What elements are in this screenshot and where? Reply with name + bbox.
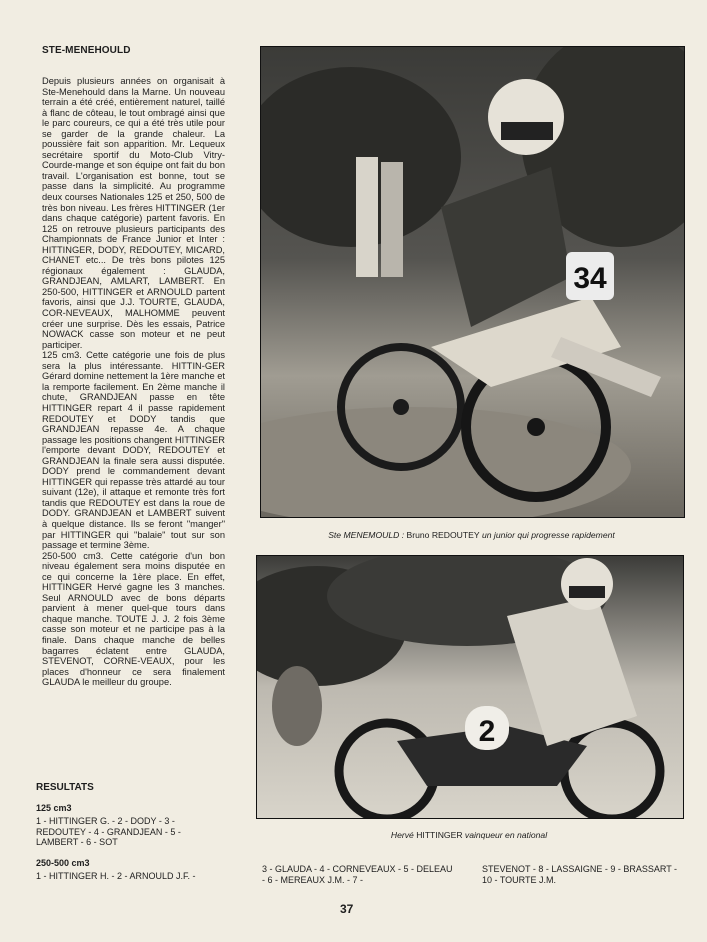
page-number: 37: [340, 902, 354, 916]
motocross-rider-photo: [261, 47, 684, 517]
results-category-250-500: 250-500 cm3: [36, 858, 90, 868]
results-125-list: 1 - HITTINGER G. - 2 - DODY - 3 - REDOUTEY - 4 - GRANDJEAN - 5 - LAMBERT - 6 - SOT: [36, 816, 181, 847]
caption-rider-name: Bruno REDOUTEY: [406, 530, 480, 540]
caption-place: Ste MENEMOULD :: [328, 530, 405, 540]
caption-description: un junior qui progresse rapidement: [481, 530, 615, 540]
results-250-500-part3: STEVENOT - 8 - LASSAIGNE - 9 - BRASSART - 10 - TOURTE J.M.: [482, 864, 678, 885]
results-250-500-part2: 3 - GLAUDA - 4 - CORNEVEAUX - 5 - DELEAU - 6 - MEREAUX J.M. - 7 -: [262, 864, 453, 885]
photo-caption-bottom: [256, 830, 682, 840]
caption-winner-description: vainqueur en national: [464, 830, 548, 840]
bike-number-plate: 34: [573, 262, 607, 295]
results-250-500-part1: 1 - HITTINGER H. - 2 - ARNOULD J.F. -: [36, 871, 196, 881]
motocross-winner-photo: [257, 556, 683, 818]
caption-winner-name: HITTINGER: [416, 830, 463, 840]
photo-caption-top: [260, 530, 683, 540]
photo-redoutey: [260, 46, 685, 518]
article-body: Depuis plusieurs années on organisait à Ste-Menehould dans la Marne. Un nouveau terrain a été créé, entièrement naturel, taillé à flanc de côteau, le tout ombragé ainsi que le parc coureurs, ce qui a été très utile pour se garder de la grande chaleur. La poussière fait son apparition. Mr. Lequeux secrétaire sportif du Moto-Club Vitry-Courde-mange et son équipe ont fait du bon travail. L'organisation est bonne, tout se passe dans la simplicité. Au programme deux courses Nationales 125 et 250, 500 de très bon niveau. Les frères HITTINGER (1er dans chaque catégorie) partent favoris. En 125 on retrouve plusieurs participants des Championnats de France Junior et Inter : HITTINGER, DODY, REDOUTEY, MICARD, CHANET etc... De très bons pilotes 125 régionaux également : GLAUDA, GRANDJEAN, AMLART, LAMBERT. En 250-500, HITTINGER et ARNOULD partent favoris, ainsi que J.J. TOURTE, GLAUDA, COR-NEVEAUX, MALHOMME peuvent créer une surprise. Dès les essais, Patrice NOWACK casse son moteur et ne peut participer. 125 cm3. Cette catégorie une fois de plus sera la plus intéressante. HITTIN-GER Gérard domine nettement la 1ère manche et la remporte facilement. En 2ème manche il chute, GRANDJEAN passe en tête HITTINGER repart 4 il passe rapidement REDOUTEY et DODY tandis que GRANDJEAN repasse 4e. A chaque passage les positions changent HITTINGER l'emporte devant DODY, REDOUTEY et GRANDJEAN la finale sera aussi disputée. DODY prend le commandement devant HITTINGER qui repasse très attardé au tour suivant (12e), il attaque et remonte très fort tandis que REDOUTEY est dans la roue de DODY. GRANDJEAN et LAMBERT suivent à quelque distance. Ils se feront "manger" par HITTINGER qui "balaie" tout sur son passage et termine 3ème. 250-500 cm3. Cette catégorie d'un bon niveau également sera moins disputée en ce qui concerne la 1ère place. En effet, HITTINGER Hervé gagne les 3 manches. Seul ARNOULD avec de bons départs parvient à mener quel-que tours dans chaque manche. TOUTE J. J. 2 fois 3ème casse son moteur et ne participe pas à la finale. Dans chaque manche de belles bagarres éclatent entre GLAUDA, STEVENOT, CORNE-VEAUX, pour les places d'honneur ce sera finalement GLAUDA le meilleur du groupe.: [42, 76, 225, 688]
photo-hittinger: [256, 555, 684, 819]
caption-first-name: Hervé: [390, 830, 414, 840]
section-title: STE-MENEHOULD: [42, 45, 131, 56]
bike-number-plate-2: 2: [478, 715, 496, 748]
results-title: RESULTATS: [36, 782, 94, 793]
results-category-125: 125 cm3: [36, 803, 72, 813]
